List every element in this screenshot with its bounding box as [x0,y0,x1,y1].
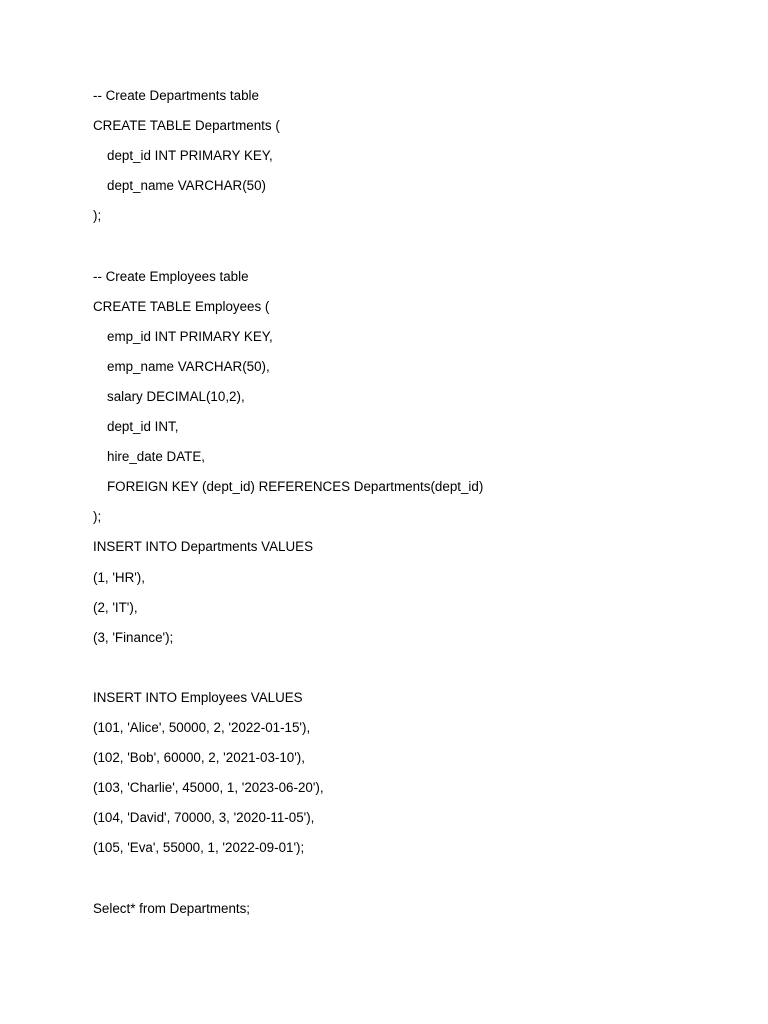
closing-line: ); [93,208,102,224]
comment-line: -- Create Departments table [93,88,259,103]
foreign-key-line: FOREIGN KEY (dept_id) REFERENCES Departments(dept_id) [107,479,484,495]
column-definition-line: emp_name VARCHAR(50), [107,358,270,374]
column-definition-line: emp_id INT PRIMARY KEY, [107,328,273,344]
values-row-line: (101, 'Alice', 50000, 2, '2022-01-15'), [93,719,311,735]
column-definition-line: dept_id INT, [107,419,179,435]
values-row-line: (105, 'Eva', 55000, 1, '2022-09-01'); [93,840,305,856]
column-definition-line: dept_name VARCHAR(50) [107,178,267,194]
values-row-line: (1, 'HR'), [93,569,145,585]
comment-line: -- Create Employees table [93,268,249,284]
blank-line [93,869,733,899]
values-row-line: (2, 'IT'), [93,599,138,615]
values-row-line: (104, 'David', 70000, 3, '2020-11-05'), [93,810,315,826]
values-row-line: (103, 'Charlie', 45000, 1, '2023-06-20'), [93,780,324,796]
insert-statement-line: INSERT INTO Employees VALUES [93,689,303,705]
sql-script-body [93,87,733,930]
values-row-line: (3, 'Finance'); [93,629,174,645]
blank-line [93,659,733,689]
create-table-line: CREATE TABLE Departments ( [93,118,280,134]
values-row-line: (102, 'Bob', 60000, 2, '2021-03-10'), [93,750,305,766]
column-definition-line: hire_date DATE, [107,449,205,465]
column-definition-line: dept_id INT PRIMARY KEY, [107,148,273,164]
insert-statement-line: INSERT INTO Departments VALUES [93,539,314,555]
create-table-line: CREATE TABLE Employees ( [93,298,270,314]
closing-line: ); [93,509,102,525]
select-statement-line: Select* from Departments; [93,900,251,916]
column-definition-line: salary DECIMAL(10,2), [107,388,245,404]
blank-line [93,237,733,267]
